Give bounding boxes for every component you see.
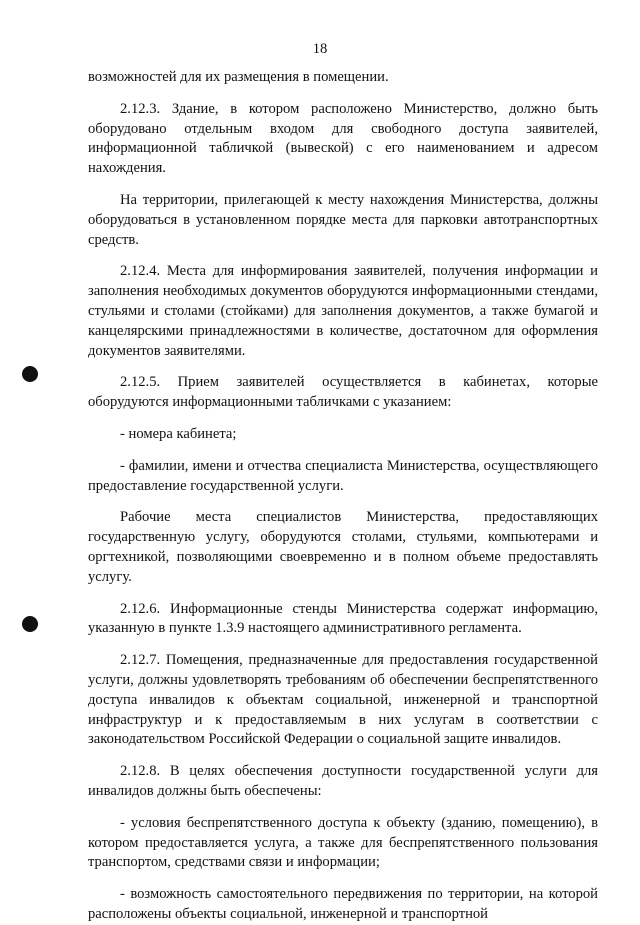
list-item: - номера кабинета; [120, 425, 237, 442]
paragraph: 2.12.5. Прием заявителей осуществляется в кабинетах, которые оборудуются информационными табличками с указанием: [88, 374, 598, 411]
body-text [88, 68, 598, 925]
paragraph: На территории, прилегающей к месту нахождения Министерства, должны оборудоваться в установленном порядке места для парковки автотранспортных средств. [88, 191, 598, 248]
paragraph: 2.12.6. Информационные стенды Министерства содержат информацию, указанную в пункте 1.3.9 настоящего административного регламента. [88, 600, 598, 637]
paragraph: 2.12.8. В целях обеспечения доступности государственной услуги для инвалидов должны быть обеспечены: [88, 763, 598, 799]
paragraph: 2.12.4. Места для информирования заявителей, получения информации и заполнения необходимых документов оборудуются информационными стендами, стульями и столами (стойками) для заполнения документов, а также бумагой и канцелярскими принадлежностями в количестве, достаточном для оформления документов заявителями. [88, 263, 598, 359]
page-number: 18 [312, 41, 328, 57]
punch-hole [22, 366, 38, 382]
list-item: - фамилии, имени и отчества специалиста Министерства, осуществляющего предоставление государственной услуги. [88, 457, 598, 494]
paragraph: 2.12.7. Помещения, предназначенные для предоставления государственной услуги, должны удовлетворять требованиям об обеспечении беспрепятственного доступа инвалидов к объектам социальной, инженерной и транспортной инфраструктур и к предоставляемым в них услугам в соответствии с законодательством Российской Федерации о социальной защите инвалидов. [88, 652, 598, 748]
list-item: - условия беспрепятственного доступа к объекту (зданию, помещению), в котором предоставляется услуга, а также для беспрепятственного пользования транспортом, средствами связи и информации; [88, 814, 598, 871]
punch-hole [22, 616, 38, 632]
list-item: - возможность самостоятельного передвижения по территории, на которой расположены объекты социальной, инженерной и транспортной [88, 886, 598, 922]
paragraph: Рабочие места специалистов Министерства, предоставляющих государственную услугу, оборудуются столами, стульями, компьютерами и оргтехникой, позволяющими своевременно и в полном объеме предоставлять услугу. [88, 509, 598, 585]
paragraph: 2.12.3. Здание, в котором расположено Министерство, должно быть оборудовано отдельным входом для свободного доступа заявителей, информационной табличкой (вывеской) с его наименованием и адресом нахождения. [88, 100, 598, 177]
paragraph: возможностей для их размещения в помещении. [88, 69, 389, 85]
